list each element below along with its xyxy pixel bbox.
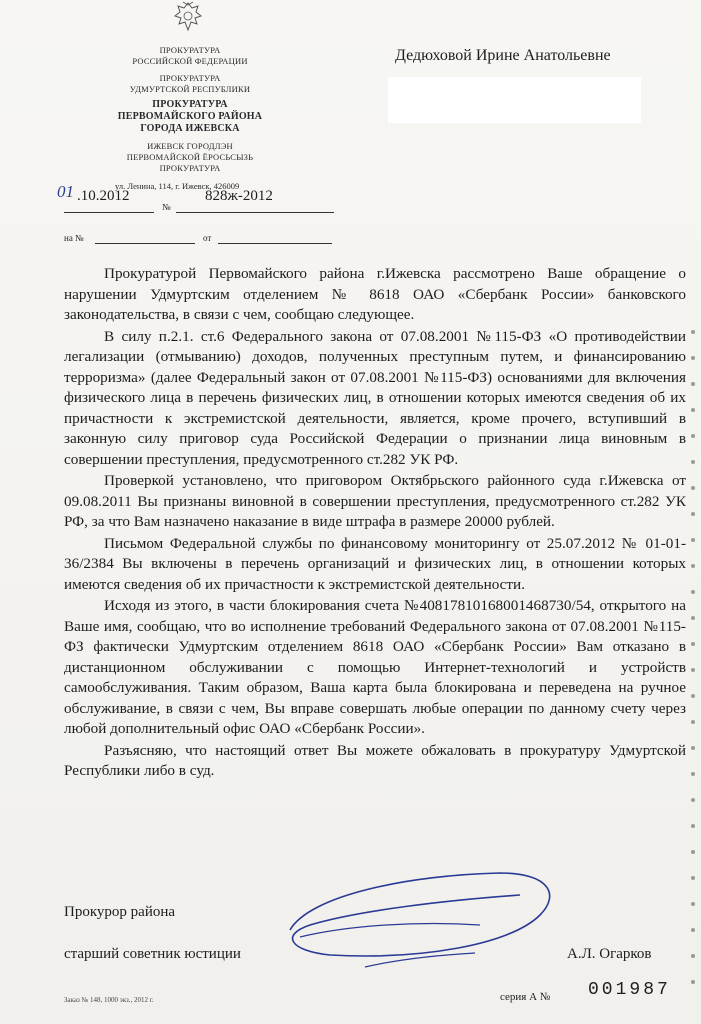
reference-label: на № bbox=[64, 233, 84, 243]
handwritten-day: 01 bbox=[57, 182, 74, 201]
page-perforation bbox=[691, 330, 697, 1006]
handwritten-signature bbox=[270, 855, 570, 985]
header-line-udm-3: ПРОКУРАТУРА bbox=[159, 163, 221, 173]
reference-from-label: от bbox=[203, 233, 212, 243]
header-line-udm-2: ПЕРВОМАЙСКОЙ ЁРОСЬСЫЗЬ bbox=[126, 152, 254, 162]
paragraph: Разъясняю, что настоящий ответ Вы можете обжаловать в прокуратуру Удмуртской Республики либо в суд. bbox=[64, 741, 686, 779]
letter-date: .10.2012 bbox=[77, 188, 130, 204]
header-line-udmurt: УДМУРТСКОЙ РЕСПУБЛИКИ bbox=[129, 84, 251, 94]
serial-number: 001987 bbox=[588, 980, 671, 1000]
header-line-izhevsk: ГОРОДА ИЖЕВСКА bbox=[140, 123, 240, 134]
letter-body bbox=[64, 264, 686, 783]
header-line-pervomaisky: ПЕРВОМАЙСКОГО РАЙОНА bbox=[117, 111, 263, 122]
header-line-rf: РОССИЙСКОЙ ФЕДЕРАЦИИ bbox=[132, 56, 248, 66]
paragraph: Проверкой установлено, что приговором Октябрьского районного суда г.Ижевска от 09.08.2011 Вы признаны виновной в совершении преступления, предусмотренного ст.282 УК РФ, за что Вам назначено наказание в виде штрафа в размере 20000 рублей. bbox=[64, 472, 686, 530]
coat-of-arms-emblem bbox=[170, 0, 206, 36]
number-underline bbox=[176, 212, 334, 213]
header-address: ул. Ленина, 114, г. Ижевск, 426009 bbox=[115, 181, 240, 191]
paragraph: Письмом Федеральной службы по финансовому мониторингу от 25.07.2012 № 01-01-36/2384 Вы включены в перечень организаций и физических лиц, в отношении которых имеются сведения об их причастности к экстремистской деятельности. bbox=[64, 534, 686, 593]
signatory-name: А.Л. Огарков bbox=[567, 946, 652, 962]
header-line-prosecutor: ПРОКУРАТУРА bbox=[159, 45, 221, 55]
header-line-prosecutor-3: ПРОКУРАТУРА bbox=[152, 99, 228, 110]
recipient-name: Дедюховой Ирине Анатольевне bbox=[395, 47, 611, 64]
reference-underline bbox=[95, 243, 195, 244]
signatory-rank: старший советник юстиции bbox=[64, 946, 241, 962]
number-sign: № bbox=[162, 202, 171, 212]
series-label: серия А № bbox=[500, 991, 551, 1003]
header-line-prosecutor-2: ПРОКУРАТУРА bbox=[159, 73, 221, 83]
header-line-udm-1: ИЖЕВСК ГОРОДЛЭН bbox=[147, 141, 233, 151]
letter-number: 828ж-2012 bbox=[205, 188, 273, 204]
print-info: Заказ № 148, 1000 экз., 2012 г. bbox=[64, 996, 154, 1004]
paragraph: В силу п.2.1. ст.6 Федерального закона от 07.08.2001 №115-ФЗ «О противодействии легализации (отмыванию) доходов, полученных преступным путем, и финансированию терроризма» (далее Федеральный закон от 07.08.2001 №115-ФЗ) основаниями для включения физического лица в перечень физических лиц, в отношении которых имеются сведения об их причастности к экстремистской деятельности, является, кроме прочего, вступивший в законную силу приговор суда Российской Федерации о признании лица виновным в совершении преступления, предусмотренного ст.282 УК РФ. bbox=[64, 327, 686, 468]
reference-from-underline bbox=[218, 243, 332, 244]
paragraph: Прокуратурой Первомайского района г.Ижевска рассмотрено Ваше обращение о нарушении Удмуртским отделением № 8618 ОАО «Сбербанк России» банковского законодательства, в связи с чем, сообщаю следующее. bbox=[64, 265, 686, 323]
signatory-title: Прокурор района bbox=[64, 904, 176, 920]
paragraph: Исходя из этого, в части блокирования счета №40817810168001468730/54, открытого на Ваше имя, сообщаю, что во исполнение требований Федерального закона от 07.08.2001 №115-ФЗ фактически Удмуртским отделением 8618 ОАО «Сбербанк России» Вам отказано в дистанционном обслуживании с помощью Интернет-технологий и устройств самообслуживания. Таким образом, Ваша карта была блокирована и переведена на ручное обслуживание, в связи с чем, Вы вправе совершать любые операции по данному счету через любой дополнительный офис ОАО «Сбербанк России». bbox=[64, 597, 686, 737]
date-underline bbox=[64, 212, 154, 213]
redacted-area bbox=[388, 77, 641, 123]
